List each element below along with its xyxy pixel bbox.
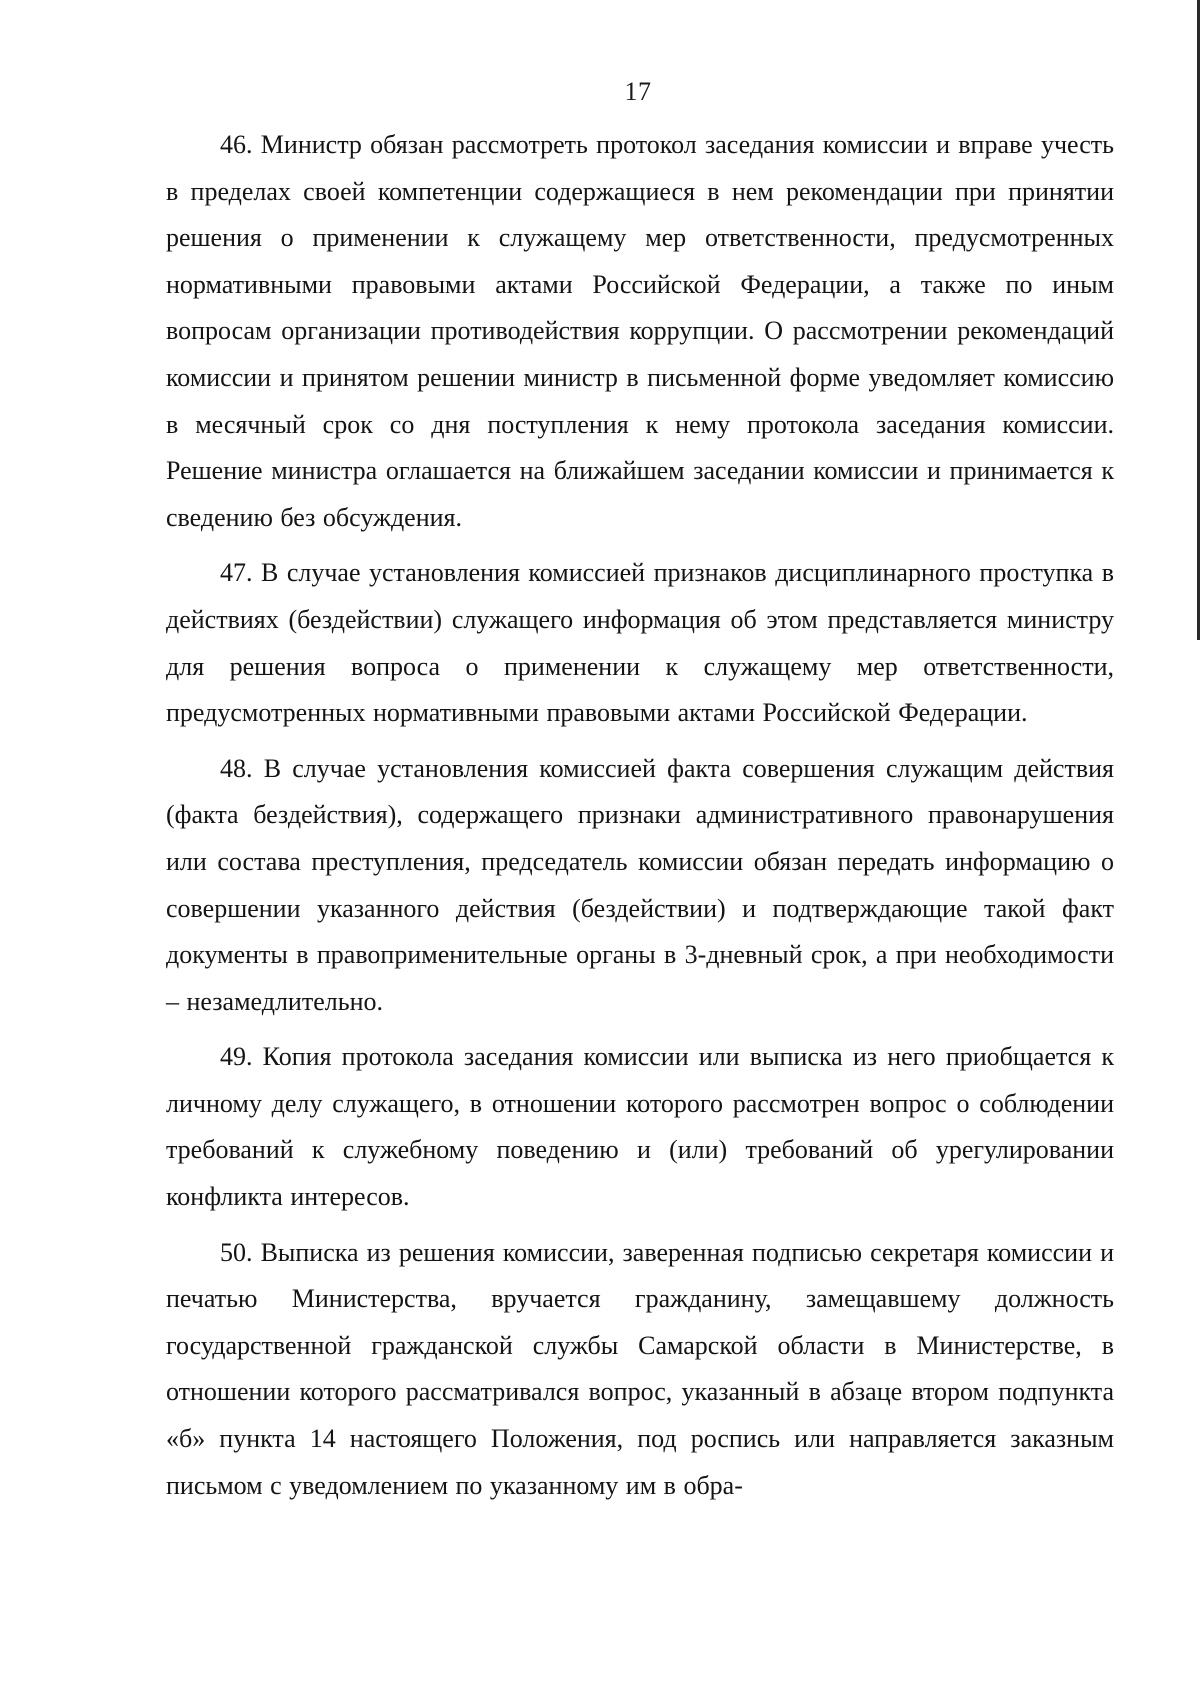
paragraph-50: 50. Выписка из решения комиссии, заверенная подписью секретаря комиссии и печатью Министерства, вручается гражданину, замещавшему должность государственной гражданской службы Самарской области в Министерстве, в отношении которого рассматривался вопрос, указанный в абзаце втором подпункта «б» пункта 14 настоящего Положения, под роспись или направляется заказным письмом с уведомлением по указанному им в обра- — [166, 1237, 1114, 1500]
paragraph-48: 48. В случае установления комиссией факта совершения служащим действия (факта бездействия), содержащего признаки административного правонарушения или состава преступления, председатель комиссии обязан передать информацию о совершении указанного действия (бездействии) и подтверждающие такой факт документы в правоприменительные органы в 3-дневный срок, а при необходимости – незамедлительно. — [166, 753, 1114, 1016]
document-body — [166, 122, 1114, 1518]
page-number: 17 — [624, 77, 652, 106]
paragraph-46: 46. Министр обязан рассмотреть протокол заседания комиссии и вправе учесть в пределах своей компетенции содержащиеся в нем рекомендации при принятии решения о применении к служащему мер ответственности, предусмотренных нормативными правовыми актами Российской Федерации, а также по иным вопросам организации противодействия коррупции. О рассмотрении рекомендаций комиссии и принятом решении министр в письменной форме уведомляет комиссию в месячный срок со дня поступления к нему протокола заседания комиссии. Решение министра оглашается на ближайшем заседании комиссии и принимается к сведению без обсуждения. — [166, 130, 1114, 532]
paragraph-47: 47. В случае установления комиссией признаков дисциплинарного проступка в действиях (бездействии) служащего информация об этом представляется министру для решения вопроса о применении к служащему мер ответственности, предусмотренных нормативными правовыми актами Российской Федерации. — [166, 558, 1114, 728]
paragraph-49: 49. Копия протокола заседания комиссии или выписка из него приобщается к личному делу служащего, в отношении которого рассмотрен вопрос о соблюдении требований к служебному поведению и (или) требований об урегулировании конфликта интересов. — [166, 1042, 1114, 1212]
